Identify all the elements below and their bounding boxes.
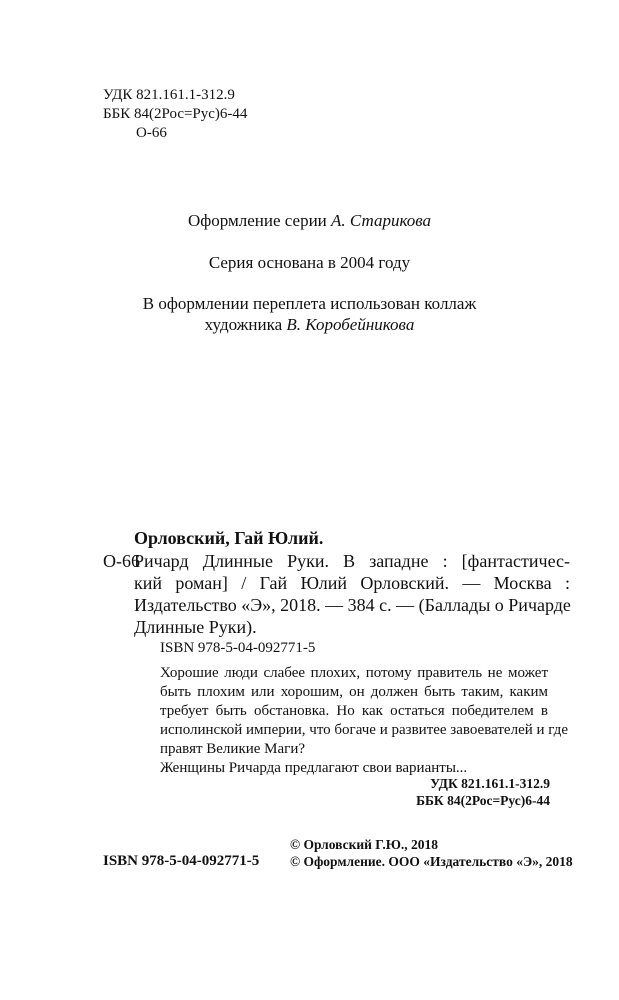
- bib-isbn: ISBN 978-5-04-092771-5: [160, 640, 316, 656]
- bib-description: [134, 550, 570, 638]
- series-founded: Серия основана в 2004 году: [208, 253, 411, 272]
- annotation-line: Хорошие люди слабее плохих, потому правитель не может: [160, 665, 548, 681]
- annotation-last-line: Женщины Ричарда предлагают свои варианты...: [160, 760, 468, 776]
- annotation: [160, 664, 568, 759]
- footer-udk: УДК 821.161.1-312.9: [430, 776, 550, 791]
- annotation-line: быть плохим или хорошим, он должен быть таким, каким: [160, 684, 548, 700]
- udk-code: УДК 821.161.1-312.9: [103, 87, 235, 103]
- cover-artist-name: В. Коробейникова: [286, 315, 415, 334]
- bib-description-line: Длинные Руки).: [134, 617, 257, 637]
- copyright-design: © Оформление. ООО «Издательство «Э», 2018: [290, 854, 573, 869]
- annotation-line: требует быть обстановка. Но как остаться победителем в: [160, 703, 548, 719]
- series-designer-name: А. Старикова: [331, 211, 432, 230]
- bib-description-line: Издательство «Э», 2018. — 384 с. — (Баллады о Ричарде: [134, 595, 571, 615]
- bib-description-line: кий роман] / Гай Юлий Орловский. — Москва :: [134, 573, 570, 593]
- bib-author-mark: О-66: [103, 551, 140, 571]
- bib-description-line: Ричард Длинные Руки. В западне : [фантастичес-: [134, 551, 570, 571]
- author-mark: О-66: [136, 125, 167, 141]
- series-design-prefix: Оформление серии: [187, 211, 332, 230]
- annotation-line: правят Великие Маги?: [160, 741, 306, 757]
- bbk-code: ББК 84(2Рос=Рус)6-44: [103, 106, 248, 122]
- footer-isbn: ISBN 978-5-04-092771-5: [103, 853, 260, 869]
- cover-collage-line1: В оформлении переплета использован коллаж: [142, 294, 477, 313]
- footer-bbk: ББК 84(2Рос=Рус)6-44: [416, 793, 550, 808]
- author-heading: Орловский, Гай Юлий.: [134, 528, 324, 548]
- annotation-line: исполинской империи, что богаче и развитее завоевателей и где: [160, 722, 568, 738]
- series-design-credit: [0, 211, 619, 231]
- copyright-author: © Орловский Г.Ю., 2018: [290, 837, 439, 852]
- cover-collage-credit: [0, 315, 619, 335]
- cover-collage-prefix: художника: [204, 315, 287, 334]
